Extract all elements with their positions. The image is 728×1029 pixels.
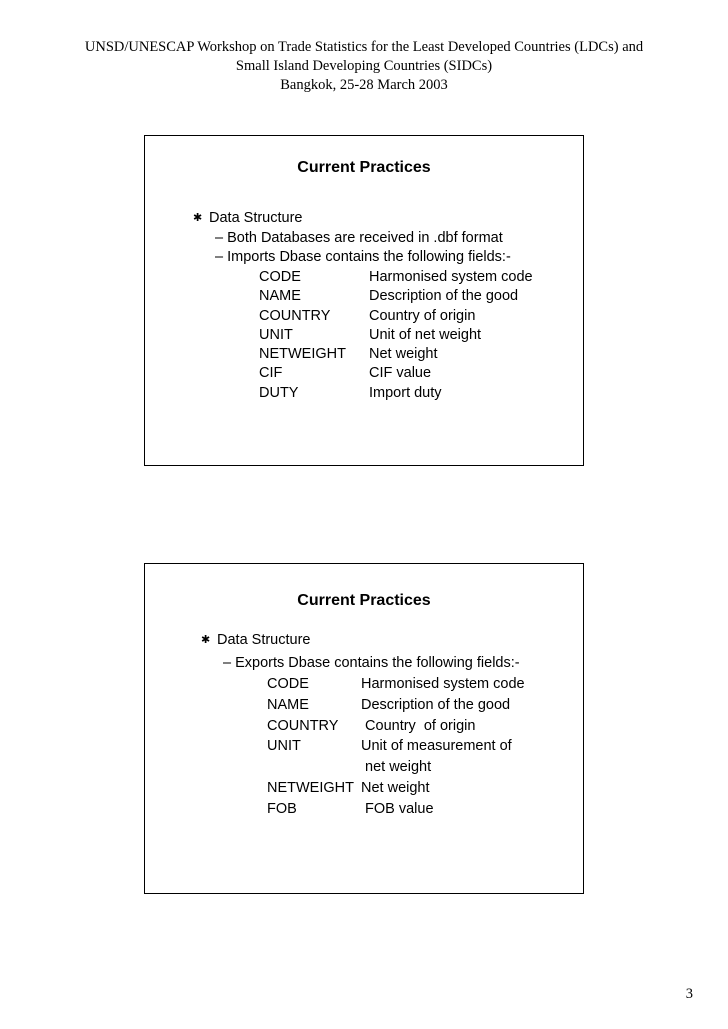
bullet-label: Data Structure <box>209 210 303 226</box>
header-line-3: Bangkok, 25-28 March 2003 <box>280 77 448 93</box>
field-name: UNIT <box>267 738 301 755</box>
field-row <box>267 697 567 718</box>
field-name: UNIT <box>259 326 293 343</box>
field-list <box>259 269 559 404</box>
field-row <box>259 365 559 384</box>
field-row <box>259 385 559 404</box>
field-row <box>259 327 559 346</box>
slide-title: Current Practices <box>297 592 431 609</box>
field-name: NETWEIGHT <box>259 346 346 363</box>
field-row <box>259 346 559 365</box>
field-description: Unit of net weight <box>369 326 482 343</box>
field-name: COUNTRY <box>267 717 339 734</box>
field-description: net weight <box>361 759 432 776</box>
header-line-1: UNSD/UNESCAP Workshop on Trade Statistics for the Least Developed Countries (LDCs) and <box>84 39 644 55</box>
field-row <box>267 759 567 780</box>
page-number: 3 <box>685 986 693 1002</box>
field-name: DUTY <box>259 384 299 401</box>
field-name: NAME <box>259 288 301 305</box>
field-description: Unit of measurement of <box>361 738 512 755</box>
field-description: Country of origin <box>369 307 476 324</box>
asterisk-bullet-icon: ✱ <box>193 212 203 224</box>
field-description: Harmonised system code <box>369 269 533 285</box>
field-list <box>267 676 567 822</box>
sub-item: – Exports Dbase contains the following fields:- <box>223 655 520 671</box>
bullet-item <box>193 210 303 226</box>
sub-item: – Both Databases are received in .dbf format <box>215 230 503 246</box>
slide-imports <box>144 135 584 466</box>
field-name: CODE <box>259 269 301 285</box>
field-name: NETWEIGHT <box>267 779 354 796</box>
slide-title: Current Practices <box>297 159 431 176</box>
field-description: Net weight <box>369 346 438 363</box>
field-name: CODE <box>267 676 309 692</box>
field-name: NAME <box>267 696 309 713</box>
field-description: Description of the good <box>361 696 511 713</box>
field-row <box>267 801 567 822</box>
field-name: CIF <box>259 365 283 382</box>
field-description: FOB value <box>361 800 434 817</box>
field-description: Net weight <box>361 779 430 796</box>
field-row <box>259 269 559 288</box>
field-row <box>267 718 567 739</box>
field-row <box>267 676 567 697</box>
field-row <box>267 780 567 801</box>
bullet-item <box>201 632 311 648</box>
field-description: Country of origin <box>361 717 476 734</box>
sub-item: – Imports Dbase contains the following fields:- <box>215 249 511 265</box>
field-name: COUNTRY <box>259 307 331 324</box>
field-description: CIF value <box>369 365 432 382</box>
slide-exports <box>144 563 584 894</box>
field-row <box>267 738 567 759</box>
field-description: Description of the good <box>369 288 519 305</box>
asterisk-bullet-icon: ✱ <box>201 634 211 646</box>
field-name: FOB <box>267 800 297 817</box>
field-description: Harmonised system code <box>361 676 525 692</box>
field-row <box>259 308 559 327</box>
field-row <box>259 288 559 307</box>
field-description: Import duty <box>369 384 442 401</box>
document-header <box>0 38 728 95</box>
header-line-2: Small Island Developing Countries (SIDCs) <box>235 58 493 74</box>
bullet-label: Data Structure <box>217 632 311 648</box>
